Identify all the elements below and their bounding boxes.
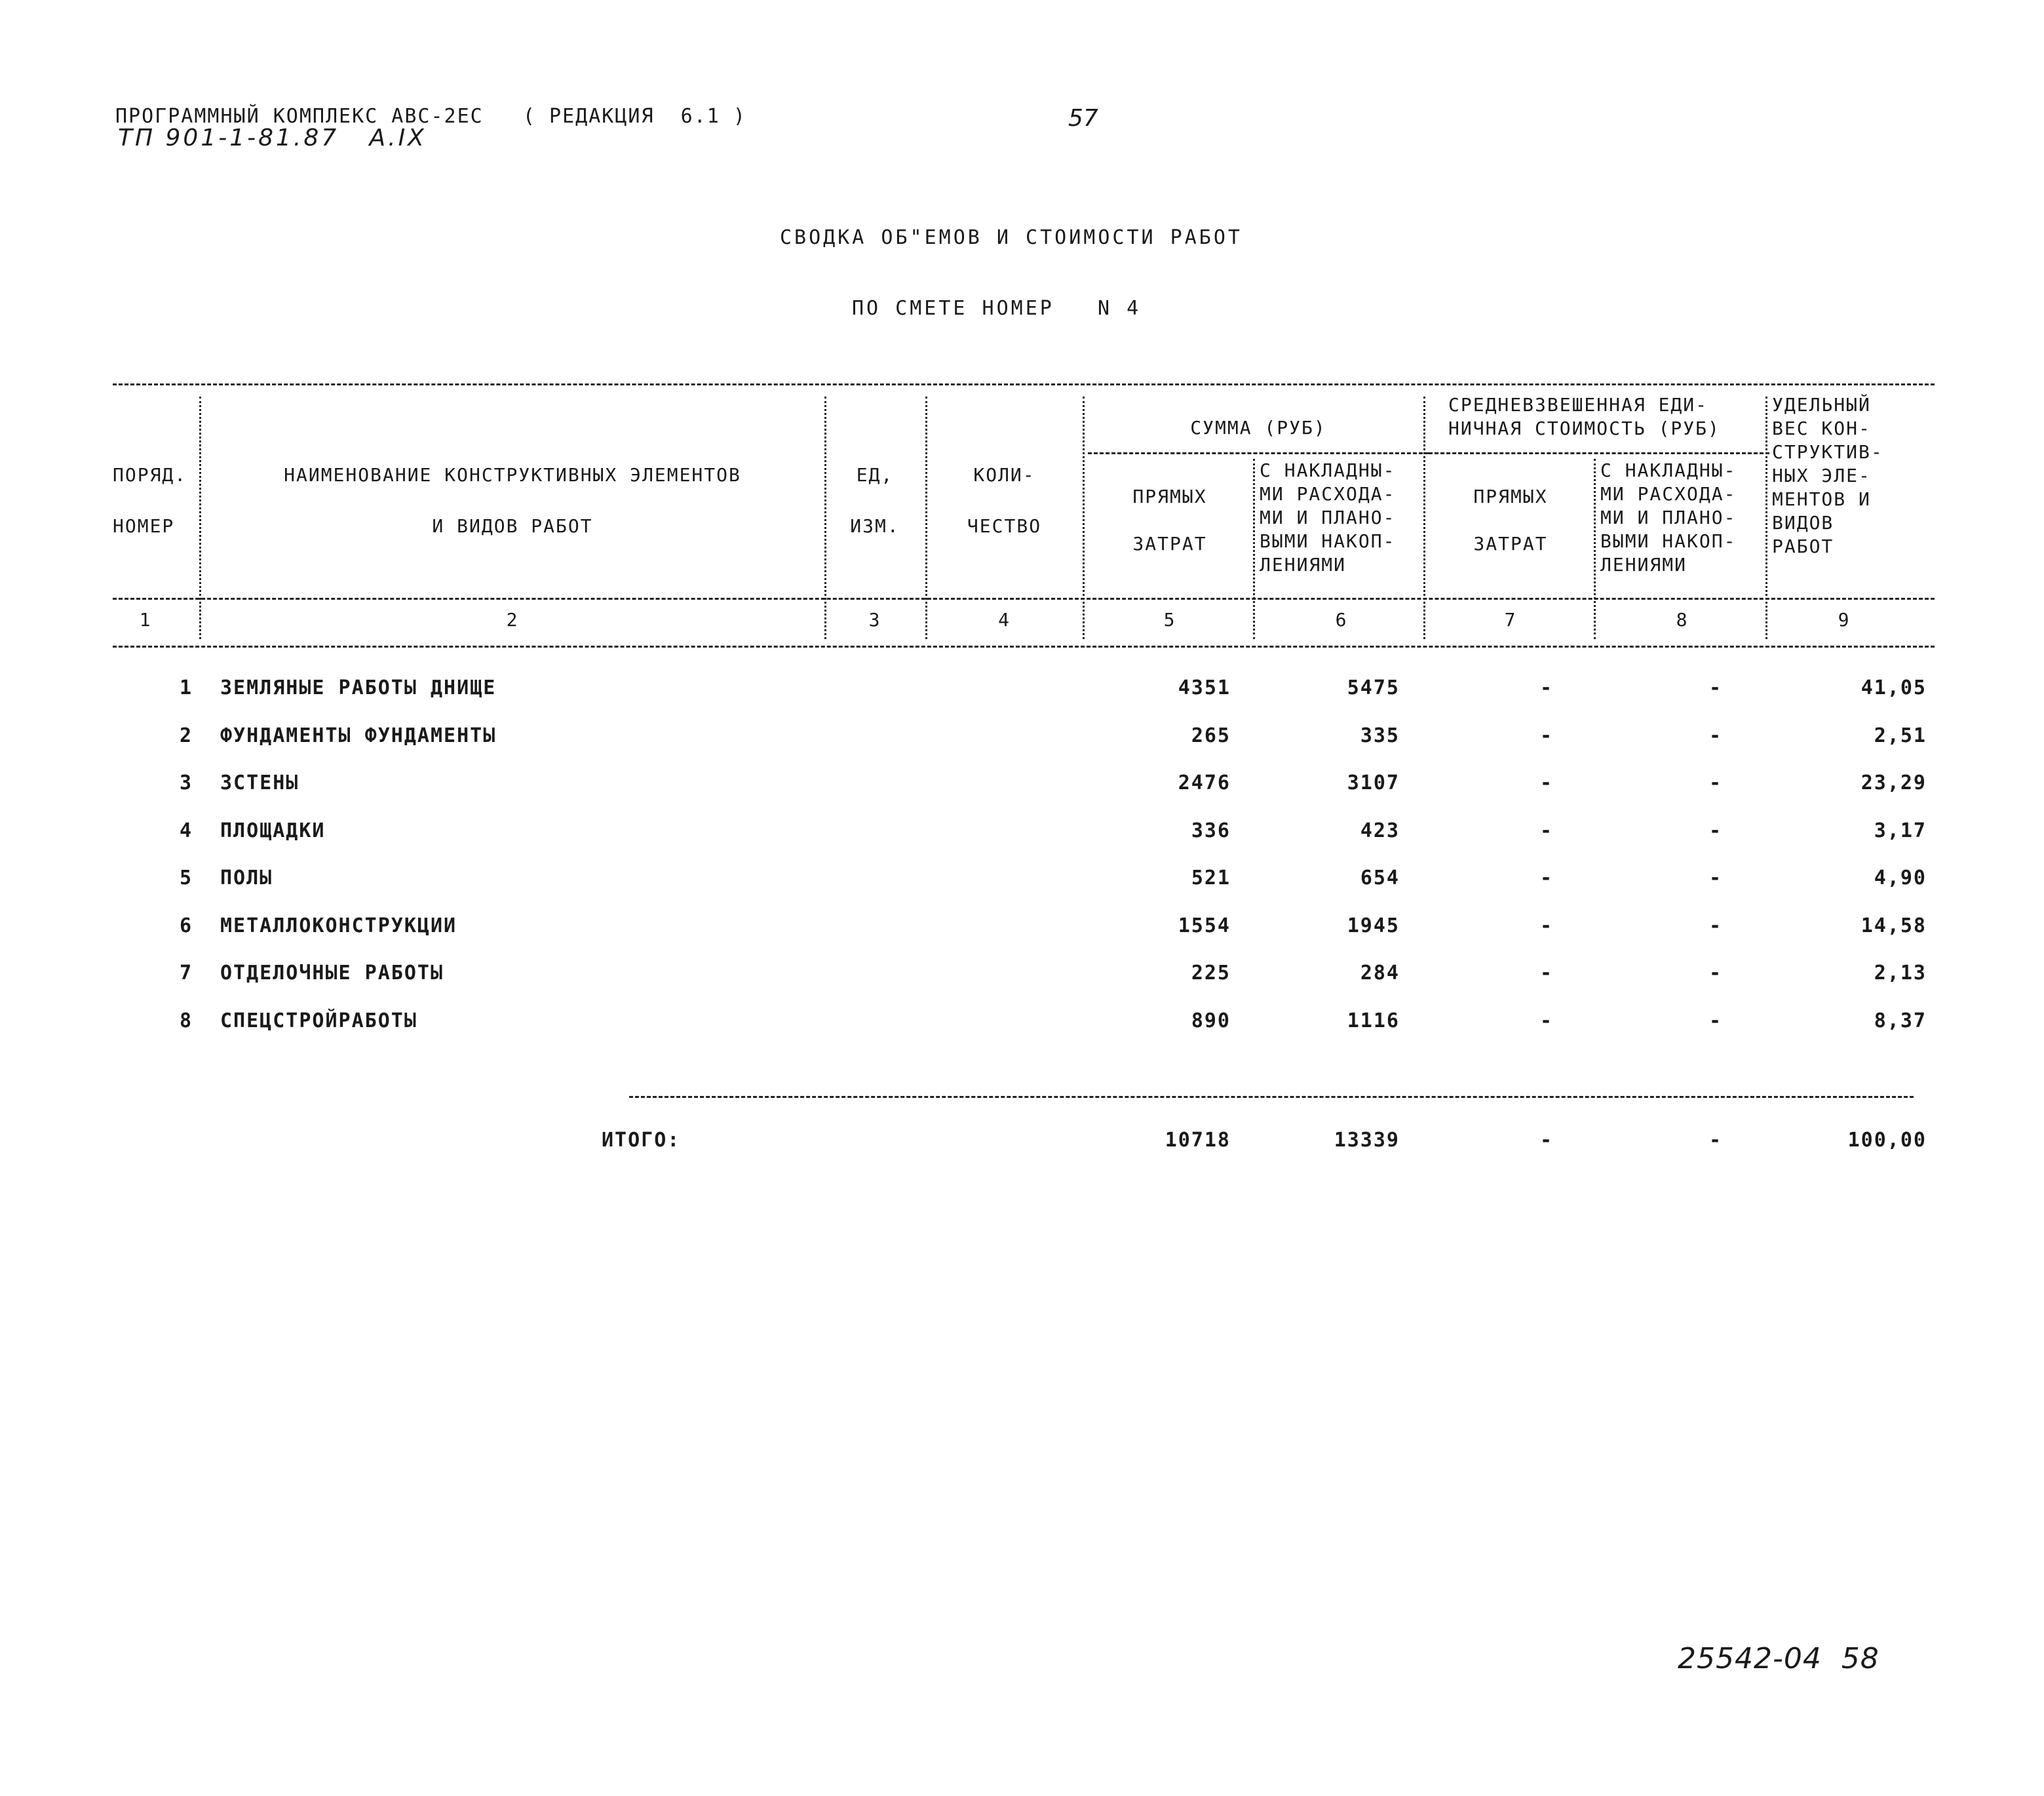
row-avg-direct: - [1539,962,1554,985]
row-share: 8,37 [1874,1009,1927,1032]
archive-stamp: 25542-04 58 [1678,1642,1880,1675]
total-overhead: 13339 [1334,1129,1400,1152]
row-number: 8 [179,1009,193,1032]
project-code: ТП 901-1-81.87 А.IX [118,125,427,151]
row-with-overheads: 3107 [1347,771,1400,794]
row-with-overheads: 284 [1360,962,1400,985]
row-number: 3 [179,771,193,794]
column-number: 9 [1838,609,1851,631]
row-direct-costs: 2476 [1178,771,1231,794]
header-share: УДЕЛЬНЫЙ ВЕС КОН- СТРУКТИВ- НЫХ ЭЛЕ- МЕНТОВ И ВИДОВ РАБОТ [1772,394,1883,557]
column-number: 8 [1676,609,1689,631]
colnum-bottom-border [113,646,1935,648]
row-direct-costs: 4351 [1178,676,1231,699]
column-number: 3 [868,609,881,631]
row-name: ОТДЕЛОЧНЫЕ РАБОТЫ [220,962,444,985]
row-direct-costs: 265 [1191,724,1231,747]
row-name: 3СТЕНЫ [220,771,299,794]
row-share: 41,05 [1861,676,1927,699]
row-share: 4,90 [1874,867,1927,889]
row-avg-overhead: - [1708,914,1723,937]
row-name: СПЕЦСТРОЙРАБОТЫ [220,1009,417,1032]
row-avg-overhead: - [1708,962,1723,985]
sum-group-divider [1088,452,1429,454]
row-avg-direct: - [1539,676,1554,699]
row-with-overheads: 5475 [1347,676,1400,699]
avg-group-divider [1429,452,1769,454]
row-avg-direct: - [1539,771,1554,794]
header-avg-group: СРЕДНЕВЗВЕШЕННАЯ ЕДИ- НИЧНАЯ СТОИМОСТЬ (РУБ) [1448,394,1720,439]
row-avg-overhead: - [1708,676,1723,699]
row-number: 2 [179,724,193,747]
col-separator-7 [1594,459,1596,639]
row-name: МЕТАЛЛОКОНСТРУКЦИИ [220,914,457,937]
row-avg-direct: - [1539,819,1554,842]
row-avg-direct: - [1539,914,1554,937]
row-avg-overhead: - [1708,724,1723,747]
header-sum-group: СУММА (РУБ) [1190,417,1326,439]
header-element-name: НАИМЕНОВАНИЕ КОНСТРУКТИВНЫХ ЭЛЕМЕНТОВ И ВИДОВ РАБОТ [284,464,741,537]
column-number: 2 [506,609,519,631]
row-number: 5 [179,867,193,889]
col-separator-4 [1083,397,1085,639]
row-share: 23,29 [1861,771,1927,794]
row-avg-overhead: - [1708,819,1723,842]
row-share: 3,17 [1874,819,1927,842]
row-name: ФУНДАМЕНТЫ ФУНДАМЕНТЫ [220,724,497,747]
row-with-overheads: 654 [1360,867,1400,889]
row-direct-costs: 890 [1191,1009,1231,1032]
row-with-overheads: 423 [1360,819,1400,842]
row-share: 2,51 [1874,724,1927,747]
total-avg-overhead: - [1708,1129,1723,1152]
program-header: ПРОГРАММНЫЙ КОМПЛЕКС АВС-2ЕС ( РЕДАКЦИЯ 6.1 ) [115,105,746,128]
total-direct: 10718 [1165,1129,1231,1152]
document-title: СВОДКА ОБ"ЕМОВ И СТОИМОСТИ РАБОТ [780,226,1243,249]
col-separator-3 [925,397,927,639]
header-direct-costs: ПРЯМЫХ ЗАТРАТ [1132,486,1207,555]
row-number: 4 [179,819,193,842]
header-order-number: ПОРЯД. НОМЕР [113,464,187,537]
header-quantity: КОЛИ- ЧЕСТВО [967,464,1042,537]
row-avg-direct: - [1539,724,1554,747]
row-with-overheads: 1945 [1347,914,1400,937]
header-bottom-border [113,598,1935,600]
row-direct-costs: 521 [1191,867,1231,889]
col-separator-8 [1765,397,1767,639]
row-number: 1 [179,676,193,699]
col-separator-5 [1253,459,1255,639]
row-avg-direct: - [1539,1009,1554,1032]
row-direct-costs: 1554 [1178,914,1231,937]
row-avg-overhead: - [1708,1009,1723,1032]
total-label: ИТОГО: [602,1129,681,1152]
column-number: 1 [139,609,152,631]
header-avg-with-overheads: С НАКЛАДНЫ- МИ РАСХОДА- МИ И ПЛАНО- ВЫМИ НАКОП- ЛЕНИЯМИ [1600,459,1737,576]
row-name: ЗЕМЛЯНЫЕ РАБОТЫ ДНИЩЕ [220,676,497,699]
row-share: 14,58 [1861,914,1927,937]
col-separator-1 [199,397,201,639]
total-divider [629,1096,1914,1098]
row-avg-overhead: - [1708,867,1723,889]
row-avg-direct: - [1539,867,1554,889]
row-name: ПОЛЫ [220,867,273,889]
estimate-subtitle: ПО СМЕТЕ НОМЕР N 4 [852,297,1142,320]
column-number: 7 [1504,609,1517,631]
row-direct-costs: 225 [1191,962,1231,985]
row-with-overheads: 335 [1360,724,1400,747]
column-number: 4 [998,609,1011,631]
row-share: 2,13 [1874,962,1927,985]
header-avg-direct-costs: ПРЯМЫХ ЗАТРАТ [1473,486,1548,555]
row-direct-costs: 336 [1191,819,1231,842]
row-number: 6 [179,914,193,937]
col-separator-2 [824,397,826,639]
row-number: 7 [179,962,193,985]
table-top-border [113,383,1935,385]
header-unit: ЕД, ИЗМ. [850,464,900,537]
total-share: 100,00 [1847,1129,1927,1152]
row-name: ПЛОЩАДКИ [220,819,326,842]
column-number: 6 [1335,609,1348,631]
total-avg-direct: - [1539,1129,1554,1152]
header-with-overheads: С НАКЛАДНЫ- МИ РАСХОДА- МИ И ПЛАНО- ВЫМИ НАКОП- ЛЕНИЯМИ [1260,459,1396,576]
row-avg-overhead: - [1708,771,1723,794]
row-with-overheads: 1116 [1347,1009,1400,1032]
page-number: 57 [1068,105,1098,132]
column-number: 5 [1163,609,1176,631]
